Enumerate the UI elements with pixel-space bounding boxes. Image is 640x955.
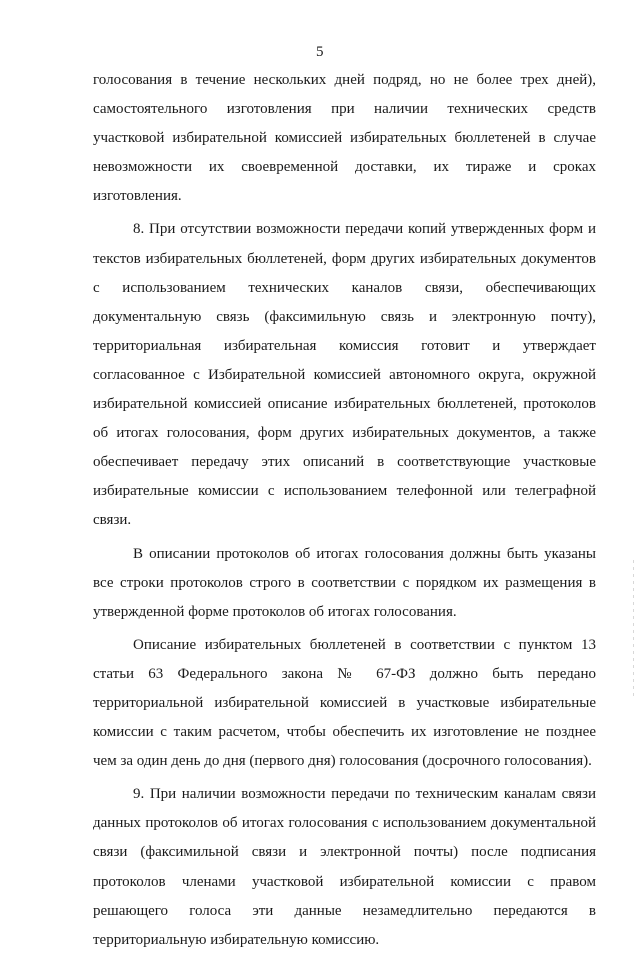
text-line: документальную связь (факсимильную связь и электронную почту), bbox=[93, 308, 596, 325]
text-line: согласованное с Избирательной комиссией автономного округа, окружной bbox=[93, 366, 596, 383]
text-line: решающего голоса эти данные незамедлительно передаются в bbox=[93, 902, 596, 919]
paragraph-continuation bbox=[93, 66, 596, 211]
text-line: протоколов членами участковой избирательной комиссии с правом bbox=[93, 873, 596, 890]
text-line: текстов избирательных бюллетеней, форм других избирательных документов bbox=[93, 250, 596, 267]
text-line: изготовления. bbox=[93, 188, 182, 205]
text-line: утвержденной форме протоколов об итогах голосования. bbox=[93, 603, 457, 620]
paragraph-protocol-description bbox=[93, 540, 596, 627]
text-line: 8. При отсутствии возможности передачи копий утвержденных форм и bbox=[133, 221, 596, 238]
paragraph-item-9 bbox=[93, 780, 596, 955]
text-line: избирательной комиссией описание избирательных бюллетеней, протоколов bbox=[93, 396, 596, 413]
text-line: избирательные комиссии с использованием телефонной или телеграфной bbox=[93, 483, 596, 500]
text-line: комиссии с таким расчетом, чтобы обеспечить их изготовление не позднее bbox=[93, 724, 596, 741]
text-line: Описание избирательных бюллетеней в соответствии с пунктом 13 bbox=[133, 636, 596, 653]
text-line: территориальная избирательная комиссия готовит и утверждает bbox=[93, 337, 596, 354]
text-line: обеспечивает передачу этих описаний в соответствующие участковые bbox=[93, 454, 596, 471]
text-line: В описании протоколов об итогах голосования должны быть указаны bbox=[133, 545, 596, 562]
text-line: чем за один день до дня (первого дня) голосования (досрочного голосования). bbox=[93, 753, 592, 770]
document-body bbox=[93, 66, 596, 955]
text-line: территориальной избирательной комиссией в участковые избирательные bbox=[93, 694, 596, 711]
text-line: связи. bbox=[93, 512, 132, 529]
text-line: участковой избирательной комиссией избирательных бюллетеней в случае bbox=[93, 130, 596, 147]
text-line: с использованием технических каналов связи, обеспечивающих bbox=[93, 279, 596, 296]
scan-artifact bbox=[633, 560, 634, 700]
page-number: 5 bbox=[316, 44, 324, 60]
text-line: территориальную избирательную комиссию. bbox=[93, 931, 380, 948]
paragraph-ballot-description bbox=[93, 631, 596, 776]
paragraph-item-8 bbox=[93, 215, 596, 535]
text-line: связи (факсимильной связи и электронной почты) после подписания bbox=[93, 844, 596, 861]
text-line: статьи 63 Федерального закона № 67-ФЗ должно быть передано bbox=[93, 665, 596, 682]
text-line: данных протоколов об итогах голосования с использованием документальной bbox=[93, 815, 596, 832]
text-line: все строки протоколов строго в соответствии с порядком их размещения в bbox=[93, 574, 596, 591]
text-line: 9. При наличии возможности передачи по техническим каналам связи bbox=[133, 786, 596, 803]
text-line: невозможности их своевременной доставки, их тираже и сроках bbox=[93, 159, 596, 176]
text-line: об итогах голосования, форм других избирательных документов, а также bbox=[93, 425, 596, 442]
text-line: голосования в течение нескольких дней подряд, но не более трех дней), bbox=[93, 72, 596, 88]
text-line: самостоятельного изготовления при наличии технических средств bbox=[93, 101, 596, 118]
